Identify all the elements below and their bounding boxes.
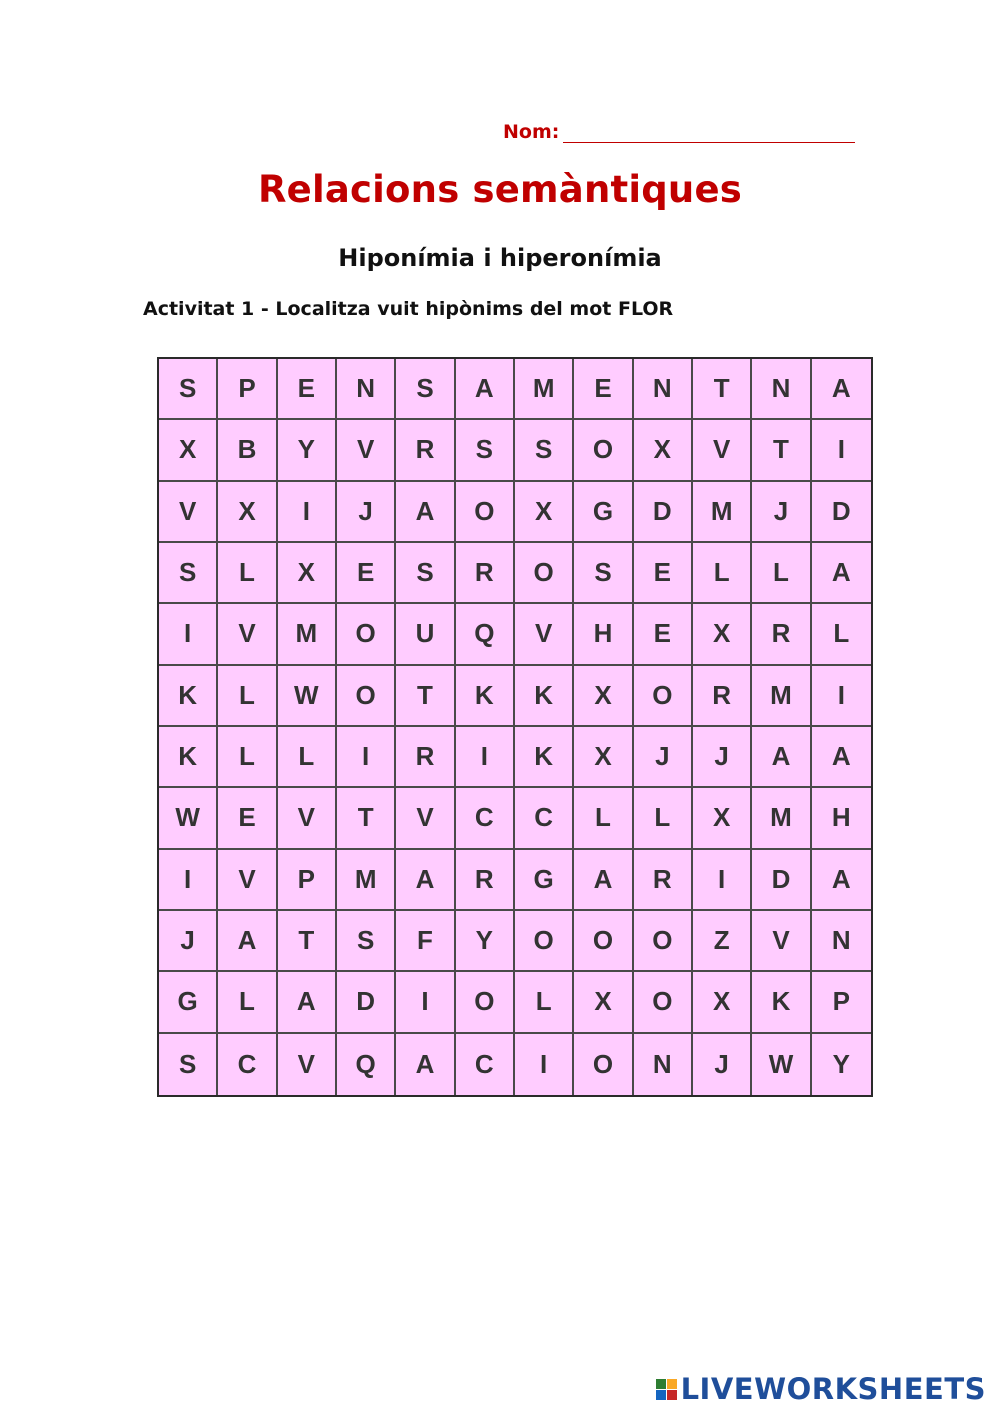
name-label: Nom: — [503, 121, 560, 143]
grid-cell[interactable]: L — [752, 543, 811, 604]
grid-cell[interactable]: S — [456, 420, 515, 481]
grid-cell[interactable]: V — [159, 482, 218, 543]
grid-cell[interactable]: A — [218, 911, 277, 972]
grid-cell[interactable]: J — [337, 482, 396, 543]
grid-cell[interactable]: V — [218, 850, 277, 911]
grid-cell[interactable]: Q — [456, 604, 515, 665]
grid-cell[interactable]: I — [159, 850, 218, 911]
grid-cell[interactable]: B — [218, 420, 277, 481]
grid-cell[interactable]: R — [634, 850, 693, 911]
grid-cell[interactable]: D — [337, 972, 396, 1033]
grid-cell[interactable]: O — [574, 911, 633, 972]
grid-cell[interactable]: E — [218, 788, 277, 849]
activity-instruction: Activitat 1 - Localitza vuit hipònims del mot FLOR — [143, 298, 674, 320]
grid-cell[interactable]: X — [693, 788, 752, 849]
grid-cell[interactable]: X — [574, 972, 633, 1033]
grid-cell[interactable]: S — [337, 911, 396, 972]
grid-cell[interactable]: O — [337, 604, 396, 665]
grid-cell[interactable]: X — [634, 420, 693, 481]
grid-cell[interactable]: F — [396, 911, 455, 972]
grid-cell[interactable]: I — [515, 1034, 574, 1095]
grid-cell[interactable]: X — [693, 604, 752, 665]
grid-cell[interactable]: A — [396, 482, 455, 543]
grid-cell[interactable]: L — [218, 972, 277, 1033]
grid-cell[interactable]: V — [693, 420, 752, 481]
grid-cell[interactable]: G — [159, 972, 218, 1033]
grid-cell[interactable]: A — [812, 359, 871, 420]
grid-cell[interactable]: N — [337, 359, 396, 420]
liveworksheets-logo-icon — [656, 1379, 677, 1400]
grid-cell[interactable]: G — [515, 850, 574, 911]
grid-cell[interactable]: T — [693, 359, 752, 420]
grid-cell[interactable]: Y — [278, 420, 337, 481]
grid-cell[interactable]: M — [752, 788, 811, 849]
grid-cell[interactable]: Y — [832, 1048, 850, 1079]
grid-cell[interactable]: G — [574, 482, 633, 543]
grid-cell[interactable]: E — [278, 359, 337, 420]
grid-cell[interactable]: X — [278, 543, 337, 604]
grid-cell[interactable]: I — [693, 850, 752, 911]
grid-cell[interactable]: S — [574, 543, 633, 604]
grid-cell[interactable]: Z — [693, 911, 752, 972]
liveworksheets-logo — [656, 1372, 986, 1406]
grid-cell[interactable]: O — [634, 911, 693, 972]
grid-cell[interactable]: E — [634, 543, 693, 604]
grid-cell[interactable]: L — [278, 727, 337, 788]
grid-cell[interactable]: K — [515, 727, 574, 788]
grid-cell[interactable]: O — [456, 972, 515, 1033]
grid-cell[interactable]: X — [218, 482, 277, 543]
grid-cell[interactable]: H — [812, 788, 871, 849]
grid-cell[interactable]: E — [337, 543, 396, 604]
grid-cell[interactable]: C — [218, 1034, 277, 1095]
grid-cell[interactable]: R — [456, 543, 515, 604]
grid-cell[interactable]: A — [812, 543, 871, 604]
word-search-grid — [157, 357, 873, 1097]
grid-cell[interactable]: S — [515, 420, 574, 481]
grid-cell[interactable]: T — [396, 666, 455, 727]
page-title: Relacions semàntiques — [257, 168, 742, 211]
grid-cell[interactable]: P — [218, 359, 277, 420]
grid-cell[interactable]: I — [812, 666, 871, 727]
grid-cell[interactable]: C — [456, 788, 515, 849]
grid-cell[interactable]: J — [634, 727, 693, 788]
grid-cell[interactable]: R — [456, 850, 515, 911]
grid-cell[interactable]: I — [456, 727, 515, 788]
grid-cell[interactable]: O — [515, 543, 574, 604]
grid-cell[interactable]: N — [752, 359, 811, 420]
grid-cell[interactable]: X — [159, 420, 218, 481]
grid-cell[interactable]: J — [693, 727, 752, 788]
grid-cell[interactable]: T — [278, 911, 337, 972]
grid-cell[interactable]: I — [159, 604, 218, 665]
grid-cell[interactable]: C — [456, 1034, 515, 1095]
grid-cell[interactable]: A — [574, 850, 633, 911]
grid-cell[interactable]: O — [456, 482, 515, 543]
grid-cell[interactable]: K — [456, 666, 515, 727]
grid-cell[interactable]: I — [337, 727, 396, 788]
grid-cell[interactable]: L — [218, 543, 277, 604]
grid-cell[interactable]: A — [396, 1034, 455, 1095]
grid-cell[interactable]: A — [396, 850, 455, 911]
grid-cell[interactable]: I — [278, 482, 337, 543]
grid-cell[interactable]: W — [278, 666, 337, 727]
grid-cell[interactable]: S — [159, 359, 218, 420]
grid-cell[interactable]: D — [752, 850, 811, 911]
grid-cell[interactable]: K — [515, 666, 574, 727]
grid-cell[interactable]: M — [278, 604, 337, 665]
grid-cell[interactable]: O — [574, 420, 633, 481]
grid-cell[interactable]: X — [574, 727, 633, 788]
grid-cell[interactable]: M — [752, 666, 811, 727]
grid-cell[interactable]: M — [515, 359, 574, 420]
grid-cell[interactable]: K — [159, 727, 218, 788]
grid-cell[interactable]: P — [278, 850, 337, 911]
grid-cell[interactable]: P — [812, 972, 871, 1033]
grid-cell[interactable]: L — [634, 788, 693, 849]
name-field — [503, 120, 855, 143]
grid-cell[interactable]: I — [396, 972, 455, 1033]
grid-cell[interactable]: A — [752, 727, 811, 788]
grid-cell[interactable]: N — [634, 1034, 693, 1095]
grid-cell[interactable]: J — [752, 482, 811, 543]
grid-cell[interactable]: R — [752, 604, 811, 665]
grid-cell[interactable]: Y — [456, 911, 515, 972]
grid-cell[interactable]: R — [396, 420, 455, 481]
grid-cell[interactable]: O — [634, 972, 693, 1033]
grid-cell[interactable]: Q — [337, 1034, 396, 1095]
grid-cell[interactable]: V — [396, 788, 455, 849]
grid-cell[interactable]: K — [752, 972, 811, 1033]
grid-cell[interactable]: X — [574, 666, 633, 727]
grid-cell[interactable]: A — [812, 727, 871, 788]
grid-cell[interactable]: O — [515, 911, 574, 972]
grid-cell[interactable]: V — [278, 1034, 337, 1095]
grid-cell[interactable]: L — [574, 788, 633, 849]
grid-cell[interactable]: L — [218, 666, 277, 727]
grid-cell[interactable]: V — [515, 604, 574, 665]
grid-cell[interactable]: M — [693, 482, 752, 543]
grid-cell[interactable]: T — [752, 420, 811, 481]
name-input-line[interactable] — [563, 120, 855, 143]
grid-cell[interactable]: J — [693, 1034, 752, 1095]
grid-cell[interactable]: V — [218, 604, 277, 665]
grid-cell[interactable]: H — [574, 604, 633, 665]
grid-cell[interactable]: E — [634, 604, 693, 665]
grid-cell[interactable]: W — [159, 788, 218, 849]
grid-cell[interactable]: K — [159, 666, 218, 727]
page-subtitle: Hiponímia i hiperonímia — [338, 244, 662, 272]
grid-cell[interactable]: J — [159, 911, 218, 972]
grid-cell[interactable]: A — [456, 359, 515, 420]
grid-cell[interactable]: C — [515, 788, 574, 849]
grid-cell[interactable]: V — [278, 788, 337, 849]
grid-cell[interactable]: O — [574, 1034, 633, 1095]
grid-cell[interactable]: R — [693, 666, 752, 727]
grid-cell[interactable]: X — [515, 482, 574, 543]
grid-cell[interactable]: L — [515, 972, 574, 1033]
grid-cell[interactable]: N — [634, 359, 693, 420]
grid-cell[interactable]: A — [812, 850, 871, 911]
grid-cell[interactable]: S — [159, 543, 218, 604]
grid-cell[interactable]: V — [337, 420, 396, 481]
grid-cell[interactable]: V — [752, 911, 811, 972]
grid-cell[interactable]: D — [634, 482, 693, 543]
grid-cell[interactable]: O — [337, 666, 396, 727]
grid-cell[interactable]: E — [574, 359, 633, 420]
grid-cell[interactable]: O — [634, 666, 693, 727]
logo-text: LIVEWORKSHEETS — [680, 1372, 986, 1406]
grid-cell[interactable]: A — [278, 972, 337, 1033]
grid-cell[interactable]: W — [752, 1034, 811, 1095]
grid-cell[interactable]: S — [159, 1034, 218, 1095]
grid-cell[interactable]: D — [812, 482, 871, 543]
grid-cell[interactable]: L — [812, 604, 871, 665]
grid-cell[interactable]: S — [396, 359, 455, 420]
grid-cell[interactable]: N — [812, 911, 871, 972]
grid-cell[interactable]: T — [337, 788, 396, 849]
grid-cell[interactable]: S — [396, 543, 455, 604]
grid-cell[interactable]: X — [693, 972, 752, 1033]
grid-cell[interactable]: R — [396, 727, 455, 788]
grid-cell[interactable]: M — [337, 850, 396, 911]
grid-cell[interactable]: I — [812, 420, 871, 481]
grid-cell[interactable]: L — [218, 727, 277, 788]
grid-cell[interactable]: U — [396, 604, 455, 665]
grid-cell[interactable]: L — [693, 543, 752, 604]
